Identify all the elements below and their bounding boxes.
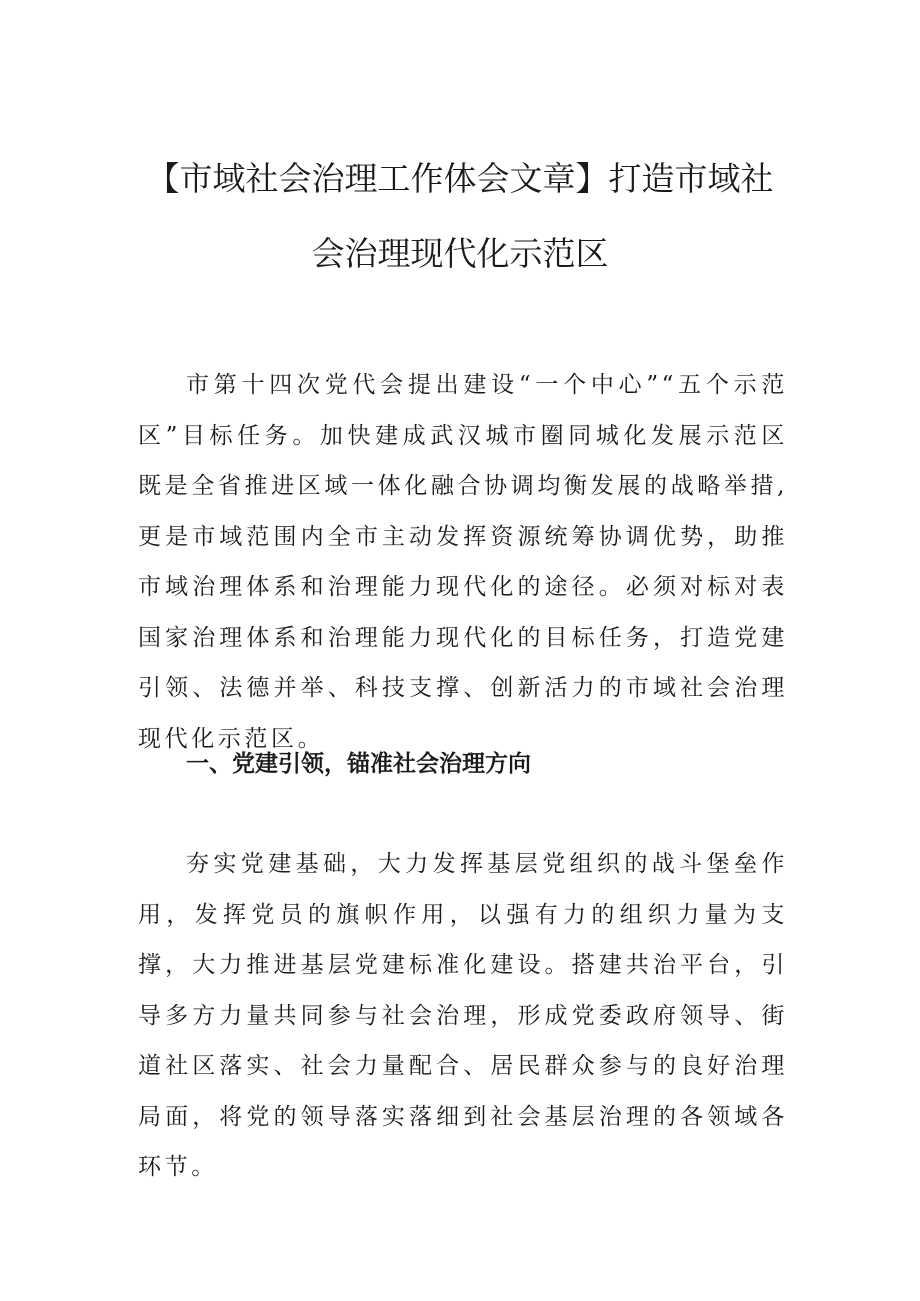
document-title-line-2: 会治理现代化示范区 (311, 234, 609, 273)
section-1-paragraph: 夯实党建基础，大力发挥基层党组织的战斗堡垒作用，发挥党员的旗帜作用，以强有力的组织力量为支撑，大力推进基层党建标准化建设。搭建共治平台，引导多方力量共同参与社会治理，形成党委政府领导、街道社区落实、社会力量配合、居民群众参与的良好治理局面，将党的领导落实落细到社会基层治理的各领域各环节。 (138, 851, 788, 1180)
document-title-line-1: 【市域社会治理工作体会文章】打造市域社 (146, 159, 774, 198)
section-heading-1: 一、党建引领，锚准社会治理方向 (186, 751, 531, 777)
intro-paragraph: 市第十四次党代会提出建设“一个中心”“五个示范区”目标任务。加快建成武汉城市圈同城化发展示范区既是全省推进区域一体化融合协调均衡发展的战略举措,更是市域范围内全市主动发挥资源统筹协调优势，助推市域治理体系和治理能力现代化的途径。必须对标对表国家治理体系和治理能力现代化的目标任务，打造党建引领、法德并举、科技支撑、创新活力的市域社会治理现代化示范区。 (138, 372, 788, 752)
